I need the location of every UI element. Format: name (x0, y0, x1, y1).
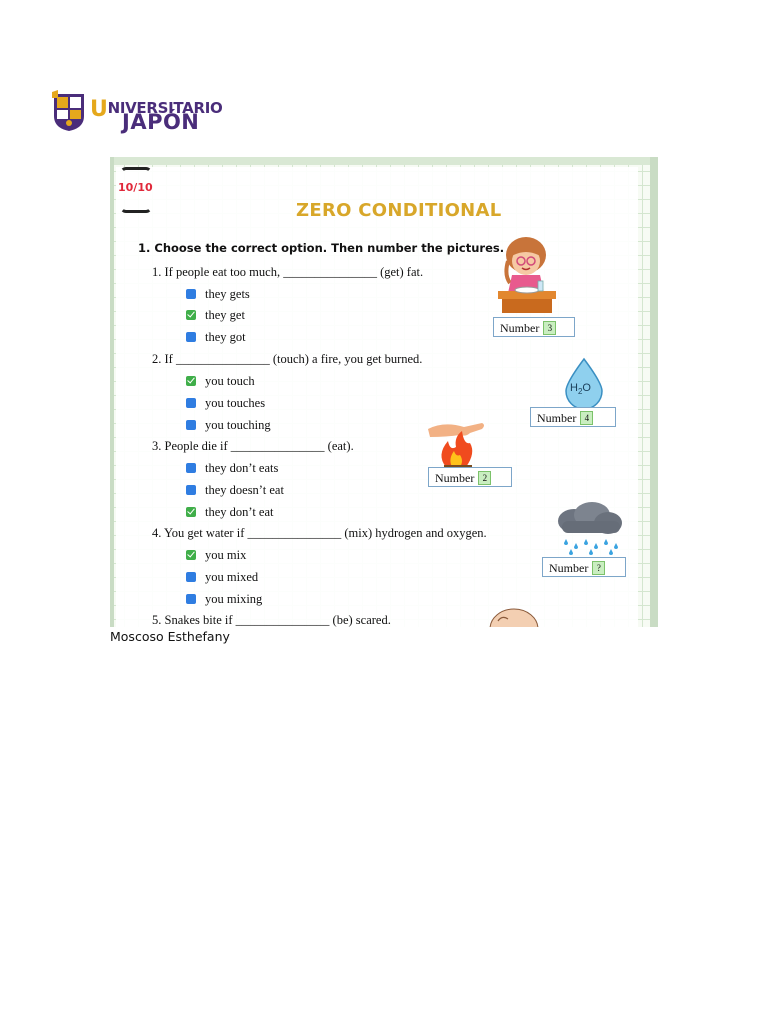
number-box: Number 4 (530, 407, 616, 427)
checkbox-icon[interactable] (186, 572, 196, 582)
checkbox-icon[interactable] (186, 463, 196, 473)
option[interactable]: you mixed (186, 570, 258, 585)
question-2: 2. If _______________ (touch) a fire, you get burned. (152, 352, 423, 366)
university-logo (50, 88, 230, 138)
scared-face-illustration (488, 607, 540, 627)
hand-fire-illustration (426, 419, 488, 469)
number-value[interactable]: 2 (478, 471, 491, 485)
number-box: Number 3 (493, 317, 575, 337)
option[interactable]: they don’t eats (186, 461, 278, 476)
option[interactable]: they don’t eat (186, 505, 274, 520)
rain-cloud-illustration (554, 501, 626, 557)
checkbox-icon[interactable] (186, 420, 196, 430)
checkbox-icon[interactable] (186, 332, 196, 342)
checked-checkbox-icon[interactable] (186, 507, 196, 517)
girl-eating-illustration (490, 235, 560, 317)
option[interactable]: they gets (186, 287, 250, 302)
logo-word-universitario: UNIVERSITARIO (90, 97, 223, 122)
option[interactable]: you touch (186, 374, 255, 389)
option[interactable]: you mixing (186, 592, 262, 607)
option[interactable]: they doesn’t eat (186, 483, 284, 498)
checkbox-icon[interactable] (186, 398, 196, 408)
number-box: Number ? (542, 557, 626, 577)
checkbox-icon[interactable] (186, 289, 196, 299)
number-value[interactable]: 4 (580, 411, 593, 425)
worksheet-title: ZERO CONDITIONAL (296, 200, 502, 221)
question-5: 5. Snakes bite if _______________ (be) scared. (152, 613, 391, 627)
number-value[interactable]: 3 (543, 321, 556, 335)
option[interactable]: you touching (186, 418, 271, 433)
question-3: 3. People die if _______________ (eat). (152, 439, 354, 453)
number-box: Number 2 (428, 467, 512, 487)
checked-checkbox-icon[interactable] (186, 376, 196, 386)
option[interactable]: you mix (186, 548, 246, 563)
question-4: 4. You get water if _______________ (mix) hydrogen and oxygen. (152, 526, 487, 540)
option[interactable]: they get (186, 308, 245, 323)
instruction: 1. Choose the correct option. Then number the pictures. (138, 241, 505, 255)
logo-word-japon: JAPÓN (122, 110, 200, 134)
number-value[interactable]: ? (592, 561, 605, 575)
question-1: 1. If people eat too much, _______________ (get) fat. (152, 265, 424, 279)
worksheet (110, 157, 658, 627)
checkbox-icon[interactable] (186, 485, 196, 495)
score-text: 10/10 (118, 181, 153, 194)
option[interactable]: they got (186, 330, 246, 345)
checked-checkbox-icon[interactable] (186, 550, 196, 560)
shield-icon (52, 90, 86, 132)
checked-checkbox-icon[interactable] (186, 310, 196, 320)
h2o-label: $H_2O$ (570, 382, 591, 397)
checkbox-icon[interactable] (186, 594, 196, 604)
student-name: Moscoso Esthefany (110, 629, 230, 644)
option[interactable]: you touches (186, 396, 265, 411)
